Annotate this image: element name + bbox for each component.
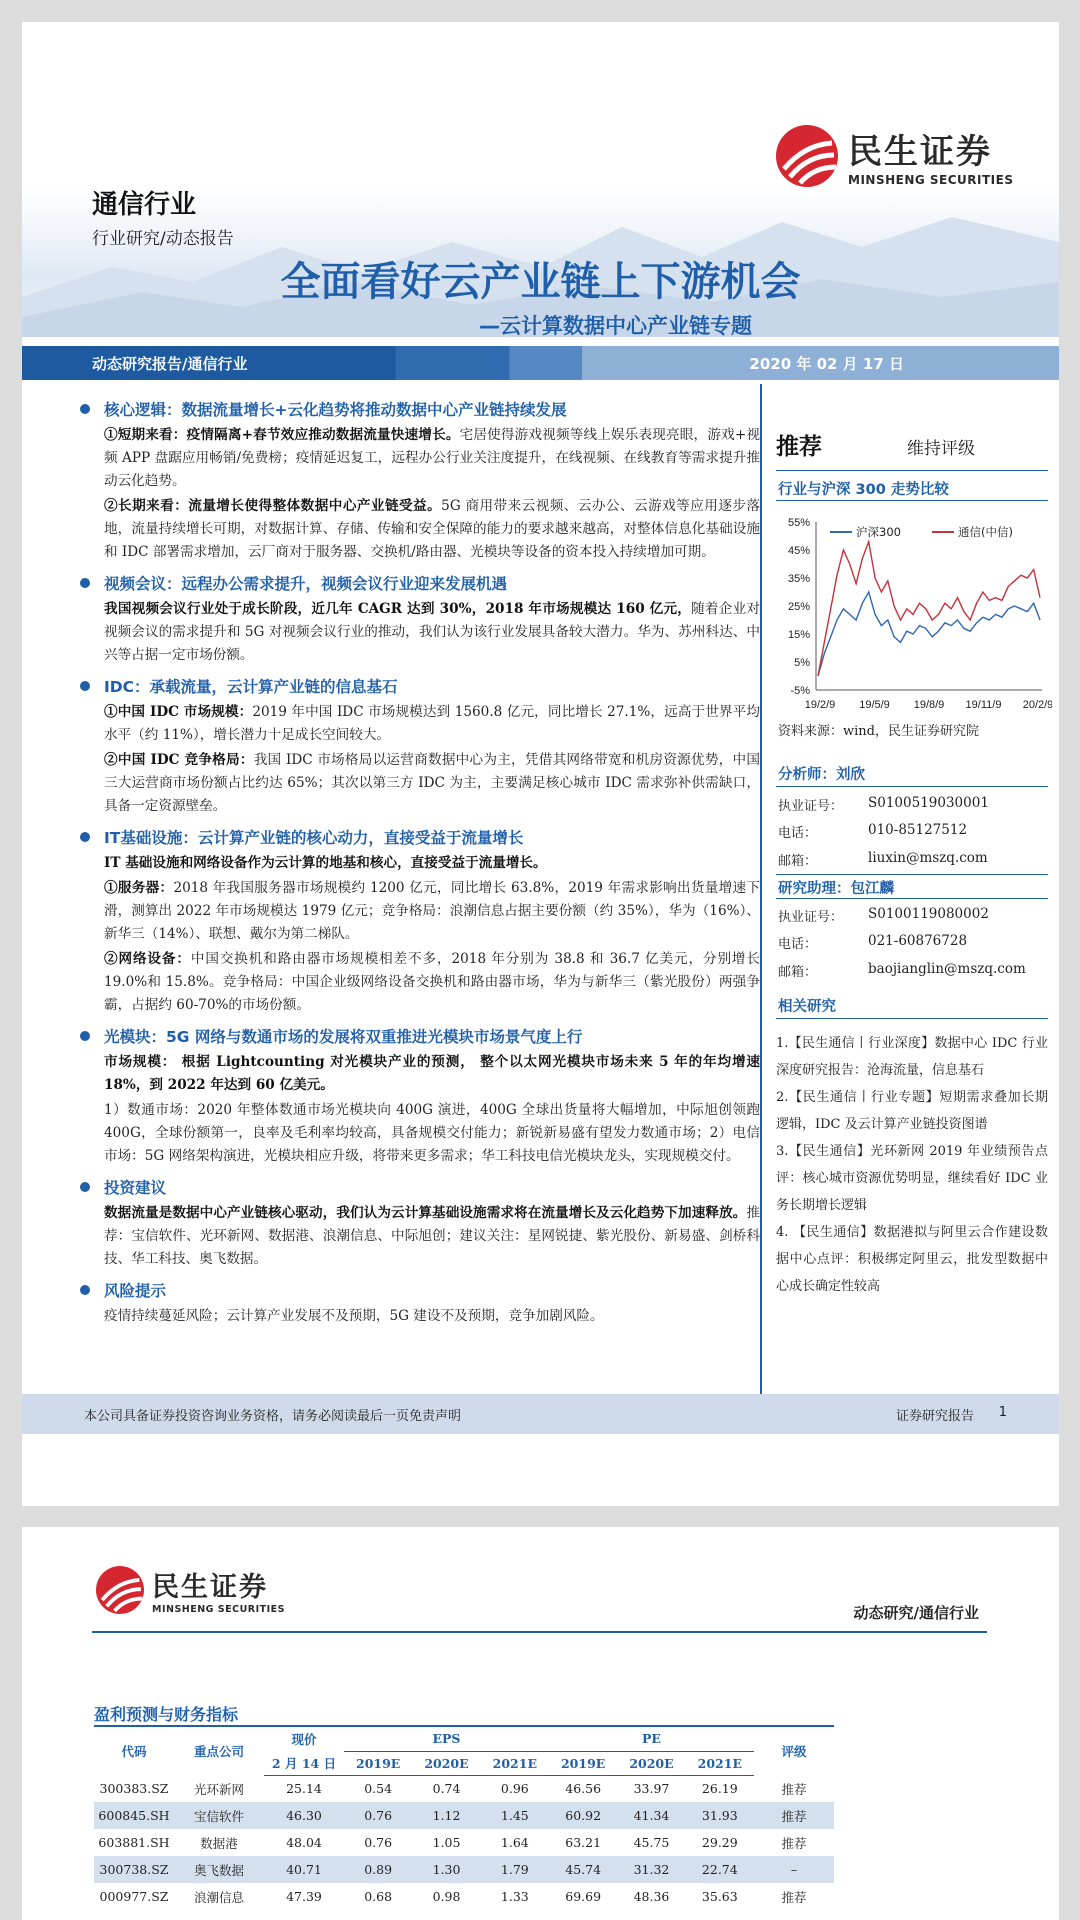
- report-title: 全面看好云产业链上下游机会: [280, 259, 801, 305]
- chart-title: 行业与沪深 300 走势比较: [778, 482, 949, 498]
- legend-label: 通信(中信): [958, 525, 1013, 539]
- series-line-0: [818, 592, 1040, 676]
- page-number: 1: [998, 1405, 1007, 1420]
- x-tick-label: 19/2/9: [804, 699, 836, 711]
- main-content: [80, 390, 760, 1328]
- divider: [776, 470, 1048, 471]
- divider: [776, 1018, 1048, 1019]
- x-tick-label: 19/8/9: [913, 699, 945, 711]
- x-tick-label: 19/5/9: [859, 699, 890, 711]
- assistant-heading: 研究助理：包江麟: [778, 881, 894, 897]
- section-heading: IDC：承载流量，云计算产业链的信息基石: [80, 673, 760, 699]
- col-year: 2019E: [344, 1751, 412, 1775]
- section-heading: IT基础设施：云计算产业链的核心动力，直接受益于流量增长: [80, 824, 760, 850]
- divider: [776, 898, 1048, 899]
- recommendation-label: 推荐: [776, 434, 822, 460]
- related-heading: 相关研究: [778, 999, 836, 1015]
- col-year: 2020E: [617, 1751, 685, 1775]
- y-tick-label: 55%: [787, 517, 810, 529]
- section-heading: 视频会议：远程办公需求提升，视频会议行业迎来发展机遇: [80, 570, 760, 596]
- logo-mark-icon: [96, 1566, 144, 1614]
- related-item[interactable]: 4. 【民生通信】数据港拟与阿里云合作建设数据中心点评：积极绑定阿里云，批发型数据中心成长确定性较高: [776, 1225, 1048, 1294]
- col-year: 2021E: [481, 1751, 549, 1775]
- y-tick-label: 35%: [787, 573, 810, 585]
- bullet-icon: [80, 404, 90, 414]
- rating-label: 维持评级: [907, 439, 975, 459]
- col-code: 代码: [121, 1744, 147, 1759]
- paragraph: 疫情持续蔓延风险；云计算产业发展不及预期，5G 建设不及预期，竞争加剧风险。: [104, 1308, 604, 1324]
- logo-mark-icon: [776, 125, 838, 187]
- paragraph: ①中国 IDC 市场规模：2019 年中国 IDC 市场规模达到 1560.8 亿元，同比增长 27.1%，远高于世界平均水平（约 11%），增长潜力十足成长空间较大。: [104, 704, 760, 743]
- table-row: 300383.SZ 光环新网 25.14 0.54 0.74 0.96 46.56 33.97 26.19 推荐: [99, 1781, 807, 1797]
- related-item[interactable]: 2.【民生通信丨行业专题】短期需求叠加长期逻辑，IDC 及云计算产业链投资图谱: [776, 1090, 1048, 1132]
- y-tick-label: 15%: [787, 629, 810, 641]
- brand-logo: [776, 124, 1014, 187]
- x-tick-label: 19/11/9: [965, 699, 1002, 711]
- col-rating: 评级: [781, 1744, 807, 1759]
- logo-name-en: MINSHENG SECURITIES: [152, 1604, 285, 1615]
- bullet-icon: [80, 1031, 90, 1041]
- logo-name-cn: 民生证券: [152, 1572, 268, 1603]
- report-page-1: [22, 22, 1059, 1506]
- financial-table: [94, 1727, 834, 1910]
- series-line-1: [818, 542, 1040, 676]
- y-tick-label: -5%: [790, 685, 810, 697]
- bullet-icon: [80, 1285, 90, 1295]
- brand-logo: [96, 1565, 285, 1615]
- related-item[interactable]: 1.【民生通信丨行业深度】数据中心 IDC 行业深度研究报告：沧海流量，信息基石: [776, 1036, 1048, 1078]
- analyst-license: 执业证号： S0100519030001: [778, 795, 989, 814]
- section-heading: 核心逻辑：数据流量增长+云化趋势将推动数据中心产业链持续发展: [80, 396, 760, 422]
- section-heading: 投资建议: [80, 1174, 760, 1200]
- paragraph: ①服务器：2018 年我国服务器市场规模约 1200 亿元，同比增长 63.8%，2019 年需求影响出货量增速下滑，测算出 2022 年市场规模达 1979 亿元；竞争格局：浪潮信息占据主要份额（约 35%），华为（16%）、新华三（14%）、联想、戴尔为第二梯队。: [104, 880, 761, 942]
- col-pe: PE: [642, 1731, 661, 1747]
- col-price: 现价: [291, 1732, 317, 1747]
- column-divider: [760, 384, 762, 1394]
- section-heading: 风险提示: [80, 1277, 760, 1303]
- divider: [776, 500, 1048, 501]
- table-title: 盈利预测与财务指标: [94, 1705, 239, 1724]
- divider: [776, 786, 1048, 787]
- y-tick-label: 5%: [794, 657, 810, 669]
- chart-source: 资料来源：wind，民生证券研究院: [778, 724, 979, 739]
- paragraph: ②长期来看：流量增长使得整体数据中心产业链受益。5G 商用带来云视频、云办公、云游戏等应用逐步落地，流量持续增长可期，对数据计算、存储、传输和安全保障的能力的要求越来越高，对整体信息化基础设施和 IDC 部署需求增加，云厂商对于服务器、交换机/路由器、光模块等设备的资本投入持续增加可期。: [104, 498, 761, 560]
- analyst-phone: 电话： 010-85127512: [778, 822, 968, 841]
- related-research-list: [776, 1030, 1048, 1300]
- table-row: 600845.SH 宝信软件 46.30 0.76 1.12 1.45 60.92 41.34 31.93 推荐: [94, 1802, 834, 1829]
- report-type: 行业研究/动态报告: [92, 229, 234, 249]
- y-tick-label: 45%: [787, 545, 810, 557]
- section-heading: 光模块：5G 网络与数通市场的发展将双重推进光模块市场景气度上行: [80, 1023, 760, 1049]
- page-footer: [22, 1394, 1059, 1434]
- industry-label: 通信行业: [92, 190, 197, 220]
- table-row: 300738.SZ 奥飞数据 40.71 0.89 1.30 1.79 45.74 31.32 22.74 –: [94, 1856, 834, 1883]
- paragraph: IT 基础设施和网络设备作为云计算的地基和核心，直接受益于流量增长。: [104, 855, 547, 871]
- col-year: 2021E: [686, 1751, 754, 1775]
- paragraph: ②网络设备：中国交换机和路由器市场规模相差不多，2018 年分别为 38.8 和 36.7 亿美元，分别增长 19.0%和 15.8%。竞争格局：中国企业级网络设备交换机和路由器市场，华为与新华三（紫光股份）两强争霸，占据约 60-70%的市场份额。: [104, 951, 760, 1013]
- paragraph: 市场规模： 根据 Lightcounting 对光模块产业的预测， 整个以太网光模块市场未来 5 年的年均增速 18%，到 2022 年达到 60 亿美元。: [104, 1054, 760, 1093]
- report-date: 2020 年 02 月 17 日: [749, 355, 904, 373]
- paragraph: ①短期来看：疫情隔离+春节效应推动数据流量快速增长。宅居使得游戏视频等线上娱乐表现亮眼，游戏+视频 APP 盘踞应用畅销/免费榜；疫情延迟复工，远程办公行业关注度提升，在线视频、在线教育等需求提升推动云化趋势。: [104, 427, 760, 489]
- paragraph: 1）数通市场：2020 年整体数通市场光模块向 400G 演进，400G 全球出货量将大幅增加，中际旭创领跑 400G，全球份额第一，良率及毛利率均较高，具备规模交付能力；新锐新易盛有望发力数通市场；2）电信市场：5G 网络架构演进，光模块相应升级，将带来更多需求；华工科技电信光模块龙头，实现规模交付。: [104, 1102, 760, 1164]
- logo-name-en: MINSHENG SECURITIES: [848, 173, 1014, 187]
- header-rule: [92, 1631, 987, 1633]
- assistant-email[interactable]: 邮箱： baojianglin@mszq.com: [778, 961, 1026, 980]
- col-eps: EPS: [432, 1731, 461, 1747]
- footer-label: 证券研究报告: [895, 1409, 974, 1424]
- analyst-heading: 分析师：刘欣: [778, 767, 865, 783]
- bullet-icon: [80, 1182, 90, 1192]
- x-tick-label: 20/2/9: [1022, 699, 1052, 711]
- assistant-phone: 电话： 021-60876728: [778, 933, 968, 952]
- legend-label: 沪深300: [856, 525, 901, 539]
- table-row: 000977.SZ 浪潮信息 47.39 0.68 0.98 1.33 69.69 48.36 35.63 推荐: [99, 1889, 807, 1905]
- disclaimer-note: 本公司具备证券投资咨询业务资格，请务必阅读最后一页免责声明: [84, 1409, 462, 1424]
- trend-chart: [772, 510, 1052, 720]
- title-band: [22, 346, 1059, 380]
- bullet-icon: [80, 578, 90, 588]
- bullet-icon: [80, 832, 90, 842]
- paragraph: ②中国 IDC 竞争格局：我国 IDC 市场格局以运营商数据中心为主，凭借其网络带宽和机房资源优势，中国三大运营商市场份额占比约达 65%；其次以第三方 IDC 为主，主要满足核心城市 IDC 需求弥补供需缺口，具备一定资源壁垒。: [104, 752, 760, 814]
- y-tick-label: 25%: [787, 601, 810, 613]
- divider: [776, 874, 1048, 875]
- paragraph: 我国视频会议行业处于成长阶段，近几年 CAGR 达到 30%，2018 年市场规模达 160 亿元，随着企业对视频会议的需求提升和 5G 对视频会议行业的推动，我们认为该行业发展具备较大潜力。华为、苏州科达、中兴等占据一定市场份额。: [104, 601, 761, 663]
- page-header-label: 动态研究/通信行业: [853, 1604, 979, 1622]
- col-price-date: 2 月 14 日: [264, 1751, 344, 1775]
- report-subtitle: —云计算数据中心产业链专题: [479, 314, 752, 338]
- table-row: 603881.SH 数据港 48.04 0.76 1.05 1.64 63.21 45.75 29.29 推荐: [98, 1835, 807, 1851]
- assistant-license: 执业证号： S0100119080002: [778, 906, 989, 925]
- col-company: 重点公司: [193, 1744, 244, 1759]
- col-year: 2019E: [549, 1751, 617, 1775]
- logo-name-cn: 民生证券: [848, 132, 992, 172]
- col-year: 2020E: [412, 1751, 480, 1775]
- analyst-email[interactable]: 邮箱： liuxin@mszq.com: [778, 850, 988, 869]
- paragraph: 数据流量是数据中心产业链核心驱动，我们认为云计算基础设施需求将在流量增长及云化趋势下加速释放。推荐：宝信软件、光环新网、数据港、浪潮信息、中际旭创；建议关注：星网锐捷、紫光股份、新易盛、剑桥科技、华工科技、奥飞数据。: [104, 1205, 760, 1267]
- band-category: 动态研究报告/通信行业: [92, 355, 248, 373]
- bullet-icon: [80, 681, 90, 691]
- report-page-2: [22, 1527, 1059, 1920]
- related-item[interactable]: 3.【民生通信】光环新网 2019 年业绩预告点评：核心城市资源优势明显，继续看好 IDC 业务长期增长逻辑: [776, 1144, 1048, 1213]
